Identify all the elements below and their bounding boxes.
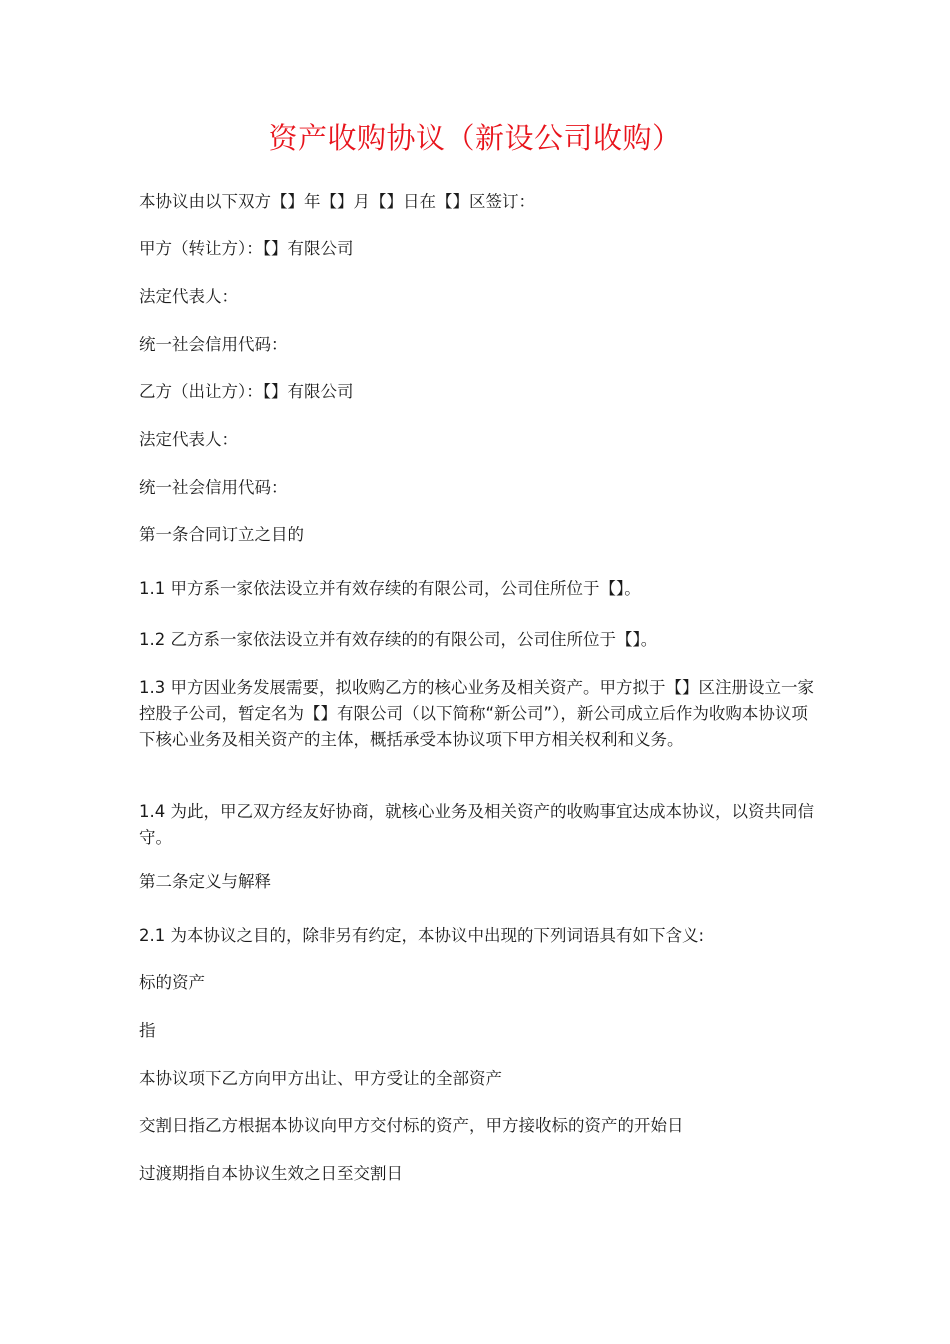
paragraph-party-b: 乙方（出让方）：【】有限公司 xyxy=(139,382,354,401)
clause-1-2: 1.2 乙方系一家依法设立并有效存续的的有限公司，公司住所位于【】。 xyxy=(139,630,658,649)
paragraph-party-a-credit-code: 统一社会信用代码： xyxy=(139,335,288,354)
definition-means: 指 xyxy=(139,1021,156,1040)
paragraph-party-a-representative: 法定代表人： xyxy=(139,287,238,306)
section-heading-2: 第二条定义与解释 xyxy=(139,872,271,891)
paragraph-party-b-credit-code: 统一社会信用代码： xyxy=(139,478,288,497)
paragraph-party-a: 甲方（转让方）：【】有限公司 xyxy=(139,239,354,258)
definition-term-target-assets: 标的资产 xyxy=(139,973,205,992)
clause-2-1: 2.1 为本协议之目的，除非另有约定，本协议中出现的下列词语具有如下含义: xyxy=(139,926,705,945)
definition-closing-date: 交割日指乙方根据本协议向甲方交付标的资产，甲方接收标的资产的开始日 xyxy=(139,1116,684,1135)
clause-1-4: 1.4 为此，甲乙双方经友好协商，就核心业务及相关资产的收购事宜达成本协议，以资共同信守。 xyxy=(139,802,814,847)
definition-target-assets-text: 本协议项下乙方向甲方出让、甲方受让的全部资产 xyxy=(139,1069,502,1088)
document-title: 资产收购协议（新设公司收购） xyxy=(268,121,682,155)
paragraph-party-b-representative: 法定代表人： xyxy=(139,430,238,449)
section-heading-1: 第一条合同订立之目的 xyxy=(139,525,304,544)
definition-transition-period: 过渡期指自本协议生效之日至交割日 xyxy=(139,1164,403,1183)
paragraph-signing-info: 本协议由以下双方【】年【】月【】日在【】区签订： xyxy=(139,192,535,211)
clause-1-1: 1.1 甲方系一家依法设立并有效存续的有限公司，公司住所位于【】。 xyxy=(139,579,641,598)
clause-1-3: 1.3 甲方因业务发展需要，拟收购乙方的核心业务及相关资产。甲方拟于【】区注册设立一家控股子公司，暂定名为【】有限公司（以下简称“新公司”），新公司成立后作为收购本协议项下核心业务及相关资产的主体，概括承受本协议项下甲方相关权利和义务。 xyxy=(139,678,814,749)
